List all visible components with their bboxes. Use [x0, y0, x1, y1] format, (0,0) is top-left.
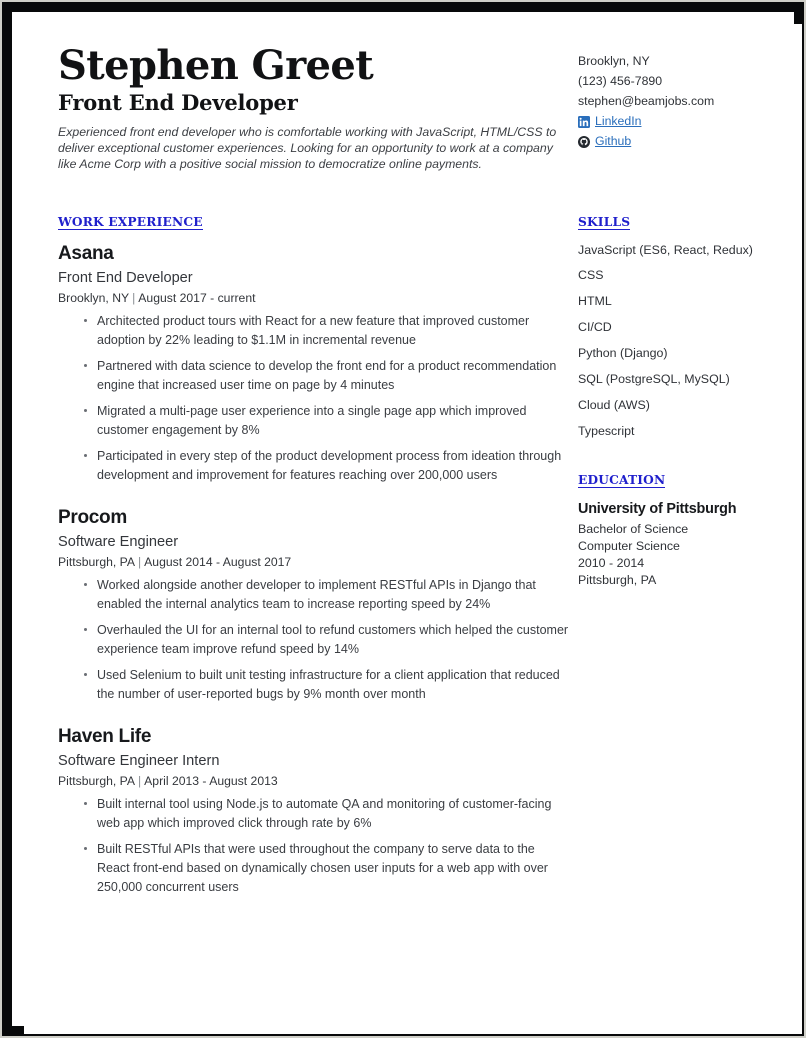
job-dates: August 2014 - August 2017	[144, 554, 292, 569]
job-role: Software Engineer Intern	[58, 753, 220, 770]
job-bullet: Used Selenium to built unit testing infrastructure for a client application that reduced the number of user-reported bugs by 9% month over month	[58, 666, 570, 704]
skill-item: SQL (PostgreSQL, MySQL)	[578, 371, 730, 386]
work-experience-heading-wrap	[58, 213, 570, 231]
education-heading: EDUCATION	[578, 472, 666, 487]
github-label: Github	[595, 133, 632, 148]
skill-item: Python (Django)	[578, 346, 668, 361]
skill-item: CI/CD	[578, 320, 612, 335]
job-entry	[58, 726, 570, 897]
job-entry	[58, 243, 570, 485]
skills-section	[578, 213, 790, 439]
job-meta	[58, 774, 570, 789]
job-company: Asana	[58, 242, 114, 264]
job-bullet: Built RESTful APIs that were used throughout the company to serve data to the React front-end based on dynamically chosen user inputs for a web app with over 250,000 concurrent users	[58, 840, 570, 897]
resume-body	[58, 173, 778, 904]
resume-page	[24, 24, 802, 1034]
job-bullet: Overhauled the UI for an internal tool to refund customers which helped the customer experience team improve refund speed by 14%	[58, 621, 570, 659]
job-bullet: Worked alongside another developer to implement RESTful APIs in Django that enabled the internal analytics team to increase reporting speed by 24%	[58, 576, 570, 614]
skill-item: CSS	[578, 268, 604, 283]
skills-heading: SKILLS	[578, 214, 631, 229]
job-company: Haven Life	[58, 725, 152, 747]
contact-block	[578, 46, 790, 152]
meta-separator: |	[138, 773, 142, 788]
work-experience-heading: WORK EXPERIENCE	[58, 214, 203, 229]
header-identity	[58, 42, 570, 173]
job-bullets	[58, 312, 570, 485]
candidate-name: Stephen Greet	[58, 42, 374, 89]
job-bullet: Participated in every step of the product development process from ideation through development and improvement for features reaching over 200,000 users	[58, 447, 570, 485]
github-icon	[578, 136, 590, 148]
job-role: Front End Developer	[58, 270, 193, 287]
linkedin-link[interactable]	[578, 112, 790, 132]
job-bullet: Architected product tours with React for a new feature that improved customer adoption by 22% leading to $1.1M in incremental revenue	[58, 312, 570, 350]
skill-item: Typescript	[578, 423, 635, 438]
skills-heading-wrap	[578, 213, 790, 231]
education-major: Computer Science	[578, 538, 680, 553]
skill-item: Cloud (AWS)	[578, 397, 650, 412]
job-company: Procom	[58, 506, 127, 528]
job-bullets	[58, 795, 570, 897]
work-experience-section	[58, 213, 570, 904]
job-dates: August 2017 - current	[138, 290, 256, 305]
education-school: University of Pittsburgh	[578, 500, 737, 517]
job-location: Brooklyn, NY	[58, 290, 130, 305]
candidate-title: Front End Developer	[58, 89, 298, 115]
job-entry	[58, 507, 570, 704]
contact-location: Brooklyn, NY	[578, 54, 650, 68]
education-years: 2010 - 2014	[578, 556, 645, 571]
job-location: Pittsburgh, PA	[58, 554, 135, 569]
job-meta	[58, 291, 570, 306]
linkedin-label: LinkedIn	[595, 113, 642, 128]
linkedin-icon	[578, 116, 590, 128]
github-link[interactable]	[578, 132, 790, 152]
meta-separator: |	[138, 554, 142, 569]
job-bullet: Migrated a multi-page user experience into a single page app which improved customer engagement by 8%	[58, 402, 570, 440]
skill-item: HTML	[578, 294, 612, 309]
contact-phone: (123) 456-7890	[578, 73, 663, 88]
education-section	[578, 471, 790, 590]
page-frame	[2, 2, 804, 1036]
sidebar-column	[578, 213, 790, 590]
job-meta	[58, 555, 570, 570]
skill-item: JavaScript (ES6, React, Redux)	[578, 242, 753, 257]
job-bullet: Built internal tool using Node.js to automate QA and monitoring of customer-facing web app which improved click through rate by 6%	[58, 795, 570, 833]
education-degree: Bachelor of Science	[578, 521, 689, 536]
job-dates: April 2013 - August 2013	[144, 773, 278, 788]
meta-separator: |	[132, 290, 136, 305]
resume-header	[58, 42, 778, 173]
contact-email: stephen@beamjobs.com	[578, 93, 715, 108]
education-heading-wrap	[578, 471, 790, 489]
education-location: Pittsburgh, PA	[578, 573, 657, 588]
job-bullets	[58, 576, 570, 704]
job-role: Software Engineer	[58, 534, 179, 551]
summary-paragraph: Experienced front end developer who is comfortable working with JavaScript, HTML/CSS to deliver exceptional customer experiences. Looking for an opportunity to work at a company like Acme Corp with a positive social mission to democratize online payments.	[58, 124, 557, 172]
job-bullet: Partnered with data science to develop the front end for a product recommendation engine that increased user time on page by 4 minutes	[58, 357, 570, 395]
job-location: Pittsburgh, PA	[58, 773, 135, 788]
